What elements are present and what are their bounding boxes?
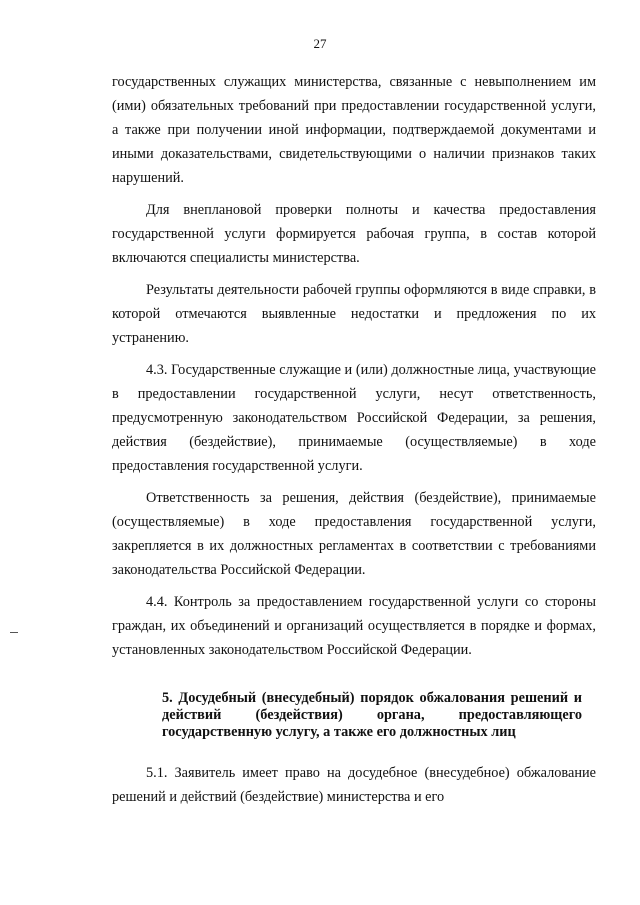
section-5-heading: 5. Досудебный (внесудебный) порядок обжалования решений и действий (бездействия) органа, предоставляющего государственную услугу, а также его должностных лиц (162, 690, 582, 740)
paragraph-continuation: государственных служащих министерства, связанные с невыполнением им (ими) обязательных требований при предоставлении государственной услуги, а также при получении иной информации, подтверждаемой документами и иными доказательствами, свидетельствующими о наличии признаков таких нарушений. (112, 74, 596, 186)
scan-margin-mark (10, 632, 18, 633)
paragraph-4-4: 4.4. Контроль за предоставлением государственной услуги со стороны граждан, их объединений и организаций осуществляется в порядке и формах, установленных законодательством Российской Федерации. (112, 594, 596, 658)
paragraph-working-group-results: Результаты деятельности рабочей группы оформляются в виде справки, в которой отмечаются выявленные недостатки и предложения по их устранению. (112, 282, 596, 346)
paragraph-4-3: 4.3. Государственные служащие и (или) должностные лица, участвующие в предоставлении государственной услуги, несут ответственность, предусмотренную законодательством Российской Федерации, за решения, действия (бездействие), принимаемые (осуществляемые) в ходе предоставления государственной услуги. (112, 362, 596, 474)
paragraph-responsibility: Ответственность за решения, действия (бездействие), принимаемые (осуществляемые) в ходе предоставления государственной услуги, закрепляется в их должностных регламентах в соответствии с требованиями законодательства Российской Федерации. (112, 490, 596, 578)
page-number: 27 (313, 36, 327, 51)
paragraph-unscheduled-inspection: Для внеплановой проверки полноты и качества предоставления государственной услуги формируется рабочая группа, в состав которой включаются специалисты министерства. (112, 202, 596, 266)
paragraph-5-1: 5.1. Заявитель имеет право на досудебное (внесудебное) обжалование решений и действий (бездействие) министерства и его (112, 765, 596, 805)
document-body (112, 70, 596, 817)
